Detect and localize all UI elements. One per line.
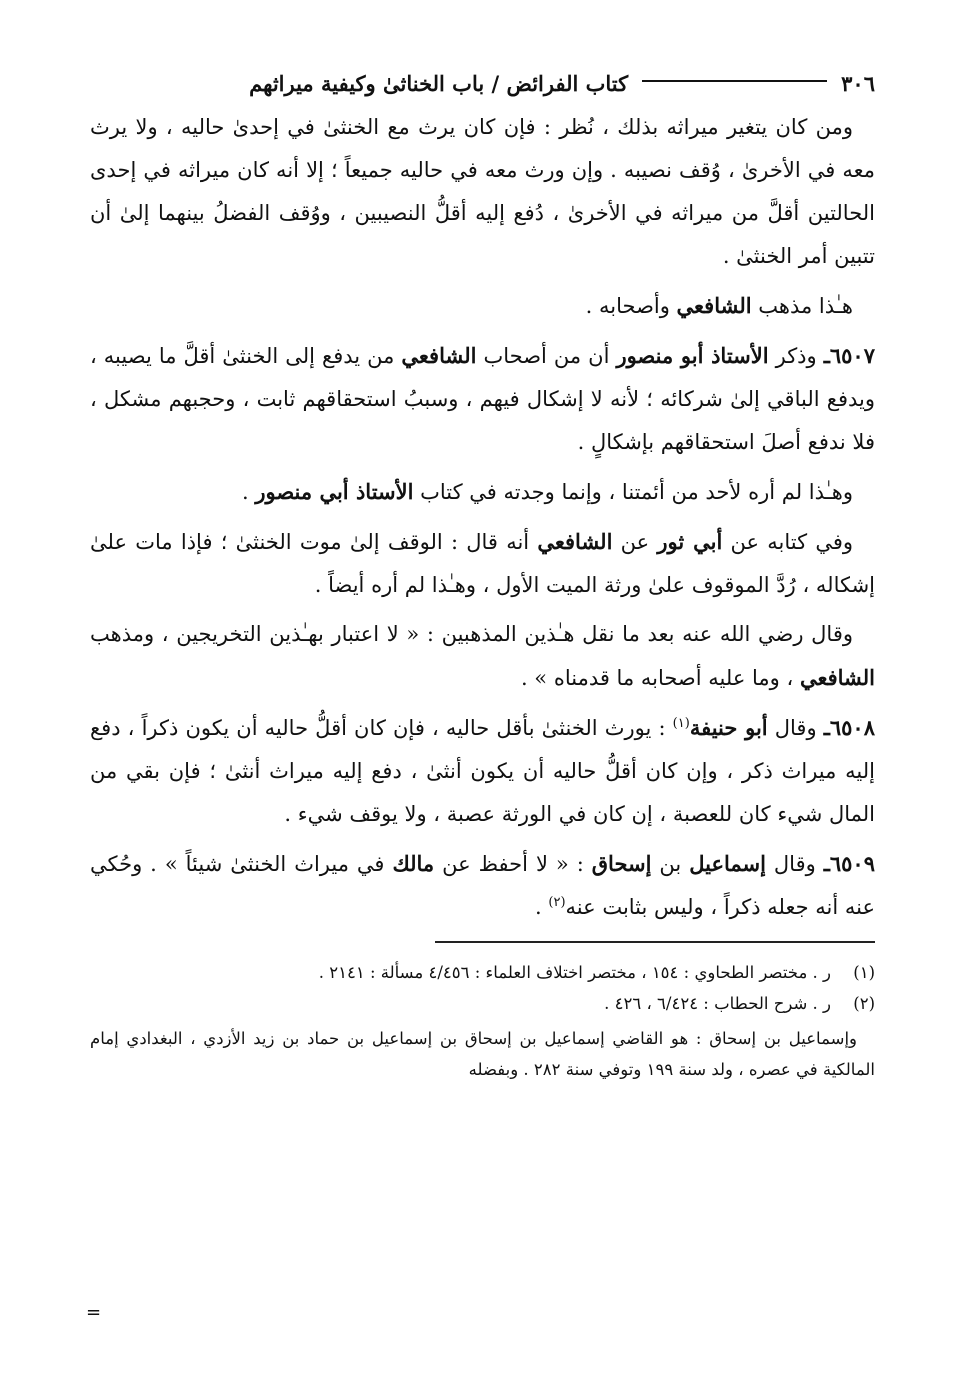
paragraph-number: ٦٥٠٩ـ [823, 851, 875, 876]
name-bold: الشافعي [401, 343, 477, 368]
text-span: : « لا أحفظ عن [434, 852, 592, 876]
document-page [90, 64, 875, 1085]
text-span: : يورث الخنثىٰ بأقل حاليه ، فإن كان أقلُّ حاليه أن يكون ذكراً ، دفع إليه ميراث ذكر ، وإن كان أقلُّ حاليه أن يكون أنثىٰ ، دفع إليه ميراث أنثىٰ ؛ فإن بقي من المال شيء كان للعصبة ، إن كان في الورثة عصبة ، ولا يوقف شيء . [90, 716, 875, 826]
footnote-1 [90, 957, 875, 988]
text-span: وفي كتابه عن [722, 530, 854, 554]
paragraph-6509 [90, 842, 875, 929]
footnote-text: ر . مختصر الطحاوي : ١٥٤ ، مختصر اختلاف العلماء : ٤/٤٥٦ مسألة : ٢١٤١ . [318, 963, 831, 982]
name-bold: أبو حنيفة [689, 715, 768, 740]
running-title: كتاب الفرائض / باب الخناثىٰ وكيفية ميراثهم [249, 71, 629, 96]
footnote-separator [435, 941, 875, 943]
running-head [90, 64, 875, 106]
name-bold: الشافعي [799, 665, 875, 690]
paragraph-2 [90, 284, 875, 328]
paragraph-number: ٦٥٠٨ـ [823, 715, 875, 740]
footnote-text: ر . شرح الحطاب : ٦/٤٢٤ ، ٤٢٦ . [604, 994, 831, 1013]
continuation-marker: = [86, 1302, 102, 1323]
footnote-ref[interactable]: (٢) [548, 895, 566, 910]
text-span: من يدفع إلى الخنثىٰ أقلَّ ما يصيبه ، ويدفع الباقي إلىٰ شركائه ؛ لأنه لا إشكال فيهم ، وسببُ استحقاقهم ثابت ، وحجبهم مشكل ، فلا ندفع أصلَ استحقاقهم بإشكالٍ . [90, 344, 875, 454]
footnote-continuation: وإسماعيل بن إسحاق : هو القاضي إسماعيل بن إسحاق بن إسماعيل بن حماد بن زيد الأزدي ، البغدادي إمام المالكية في عصره ، ولد سنة ١٩٩ وتوفي سنة ٢٨٢ . وبفضله [90, 1029, 875, 1079]
footnote-2 [90, 988, 875, 1019]
footnotes [90, 957, 875, 1085]
text-span: وأصحابه . [585, 294, 677, 318]
paragraph-6508 [90, 706, 875, 836]
name-bold: مالك [392, 851, 435, 876]
text-span: . [535, 895, 549, 919]
footnote-ref[interactable]: (١) [672, 716, 690, 731]
text-span: وهـٰذا لم أره لأحد من أئمتنا ، وإنما وجدته في كتاب [413, 480, 853, 504]
paragraph-4 [90, 470, 875, 514]
text-span: وقال [767, 716, 824, 740]
name-bold: الأستاذ أبي منصور [255, 479, 414, 504]
paragraph-1: ومن كان يتغير ميراثه بذلك ، نُظر : فإن كان يرث مع الخنثىٰ في إحدىٰ حاليه ، ولا يرث معه في الأخرىٰ ، وُقف نصيبه . وإن ورث معه في حاليه جميعاً ؛ إلا أنه كان ميراثه في إحدى الحالتين أقلَّ من ميراثه في الأخرىٰ ، دُفع إليه أقلُّ النصيبين ، ووُقف الفضلُ بينهما إلىٰ أن تتبين أمر الخنثىٰ . [90, 115, 875, 268]
paragraph-5 [90, 520, 875, 607]
paragraph-6507 [90, 334, 875, 464]
paragraph-number: ٦٥٠٧ـ [823, 343, 875, 368]
main-text [90, 106, 875, 929]
header-rule [642, 80, 827, 82]
name-bold: أبي ثور [657, 529, 723, 554]
footnote-mark: (١) [853, 963, 875, 982]
text-span: . [242, 480, 256, 504]
name-bold: الشافعي [537, 529, 613, 554]
footnote-mark: (٢) [853, 994, 875, 1013]
name-bold: الأستاذ أبو منصور [616, 343, 769, 368]
text-span: عن [612, 530, 658, 554]
paragraph-6 [90, 613, 875, 700]
text-span: ، وما عليه أصحابه ما قدمناه » . [520, 666, 800, 690]
page-number: ٣٠٦ [841, 71, 875, 96]
text-span: وقال رضي الله عنه بعد ما نقل هـٰذين المذهبين : « لا اعتبار بهـٰذين التخريجين ، ومذهب [90, 622, 853, 646]
text-span: بن [651, 852, 690, 876]
text-span: أنه قال : الوقف إلىٰ موت الخنثىٰ ؛ فإذا مات علىٰ إشكاله ، رُدَّ الموقوف علىٰ ورثة الميت الأول ، وهـٰذا لم أره أيضاً . [90, 530, 875, 597]
name-bold: الشافعي [676, 293, 752, 318]
text-span: وذكر [768, 344, 824, 368]
name-bold: إسحاق [591, 851, 652, 876]
text-span: في ميراث الخنثىٰ شيئاً » . وحُكي عنه أنه جعله ذكراً ، وليس بثابت عنه [90, 852, 875, 919]
name-bold: إسماعيل [689, 851, 766, 876]
text-span: وقال [765, 852, 824, 876]
text-span: هـٰذا مذهب [751, 294, 853, 318]
text-span: أن من أصحاب [476, 344, 617, 368]
